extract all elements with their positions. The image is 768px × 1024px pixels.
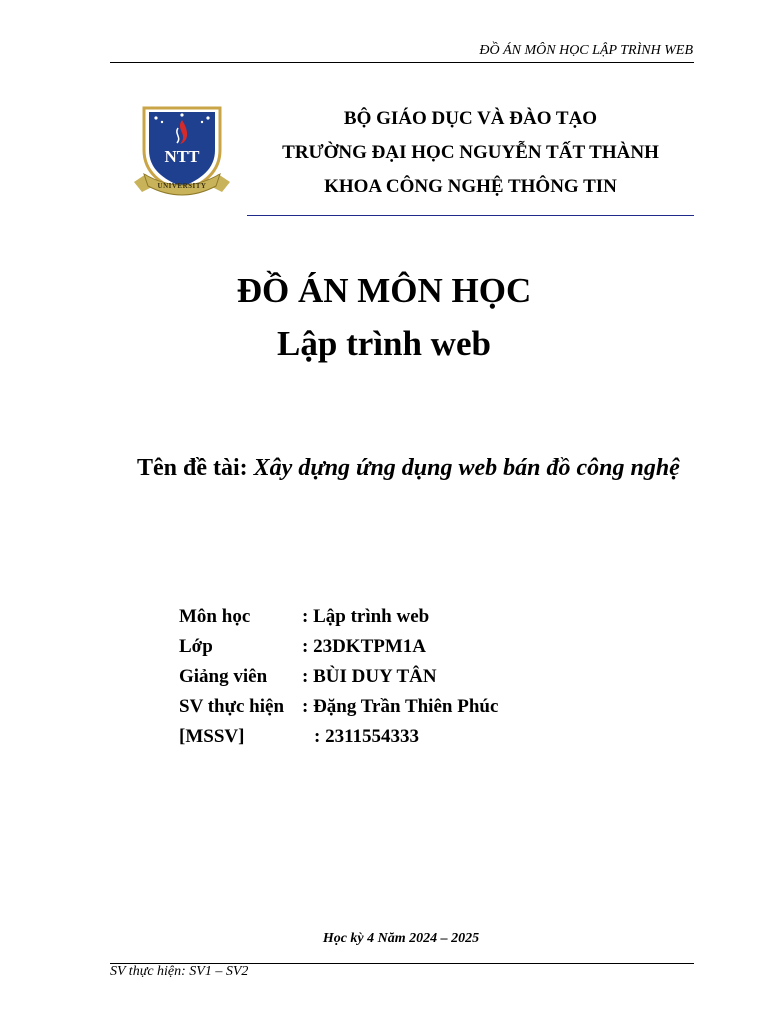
info-row-class (179, 632, 498, 662)
logo-monogram: NTT (164, 147, 200, 166)
info-value: : 2311554333 (314, 726, 420, 747)
topic (110, 453, 700, 483)
info-value: : 23DKTPM1A (302, 636, 427, 657)
university-logo-icon (132, 100, 232, 200)
running-footer: SV thực hiện: SV1 – SV2 (110, 964, 249, 979)
info-value: : Lập trình web (302, 606, 430, 627)
info-row-lecturer (179, 662, 498, 692)
info-row-student (179, 692, 498, 722)
info-value: : Đặng Trần Thiên Phúc (302, 696, 499, 717)
running-header: ĐỒ ÁN MÔN HỌC LẬP TRÌNH WEB (479, 43, 693, 58)
info-label: Giảng viên (179, 666, 268, 687)
info-label: SV thực hiện (179, 696, 285, 717)
academic-term: Học kỳ 4 Năm 2024 – 2025 (322, 931, 480, 946)
info-row-course (179, 602, 498, 632)
university-name: TRƯỜNG ĐẠI HỌC NGUYỄN TẤT THÀNH (282, 142, 659, 163)
topic-value: Xây dựng ứng dụng web bán đồ công nghệ (253, 455, 680, 481)
info-label: Môn học (179, 606, 251, 627)
institution-block (247, 102, 694, 204)
info-label: Lớp (179, 636, 213, 657)
header-divider (110, 62, 694, 63)
faculty-name: KHOA CÔNG NGHỆ THÔNG TIN (324, 176, 617, 197)
info-row-student-id (179, 722, 498, 752)
info-value: : BÙI DUY TÂN (302, 666, 437, 687)
institution-divider (247, 215, 694, 216)
logo-ribbon-text: UNIVERSITY (157, 182, 207, 190)
ministry-name: BỘ GIÁO DỤC VÀ ĐÀO TẠO (343, 108, 598, 129)
document-title: ĐỒ ÁN MÔN HỌC (236, 271, 532, 310)
topic-label: Tên đề tài: (137, 455, 254, 481)
document-subject: Lập trình web (277, 324, 491, 363)
info-label: [MSSV] (179, 726, 245, 747)
course-info (179, 602, 498, 752)
